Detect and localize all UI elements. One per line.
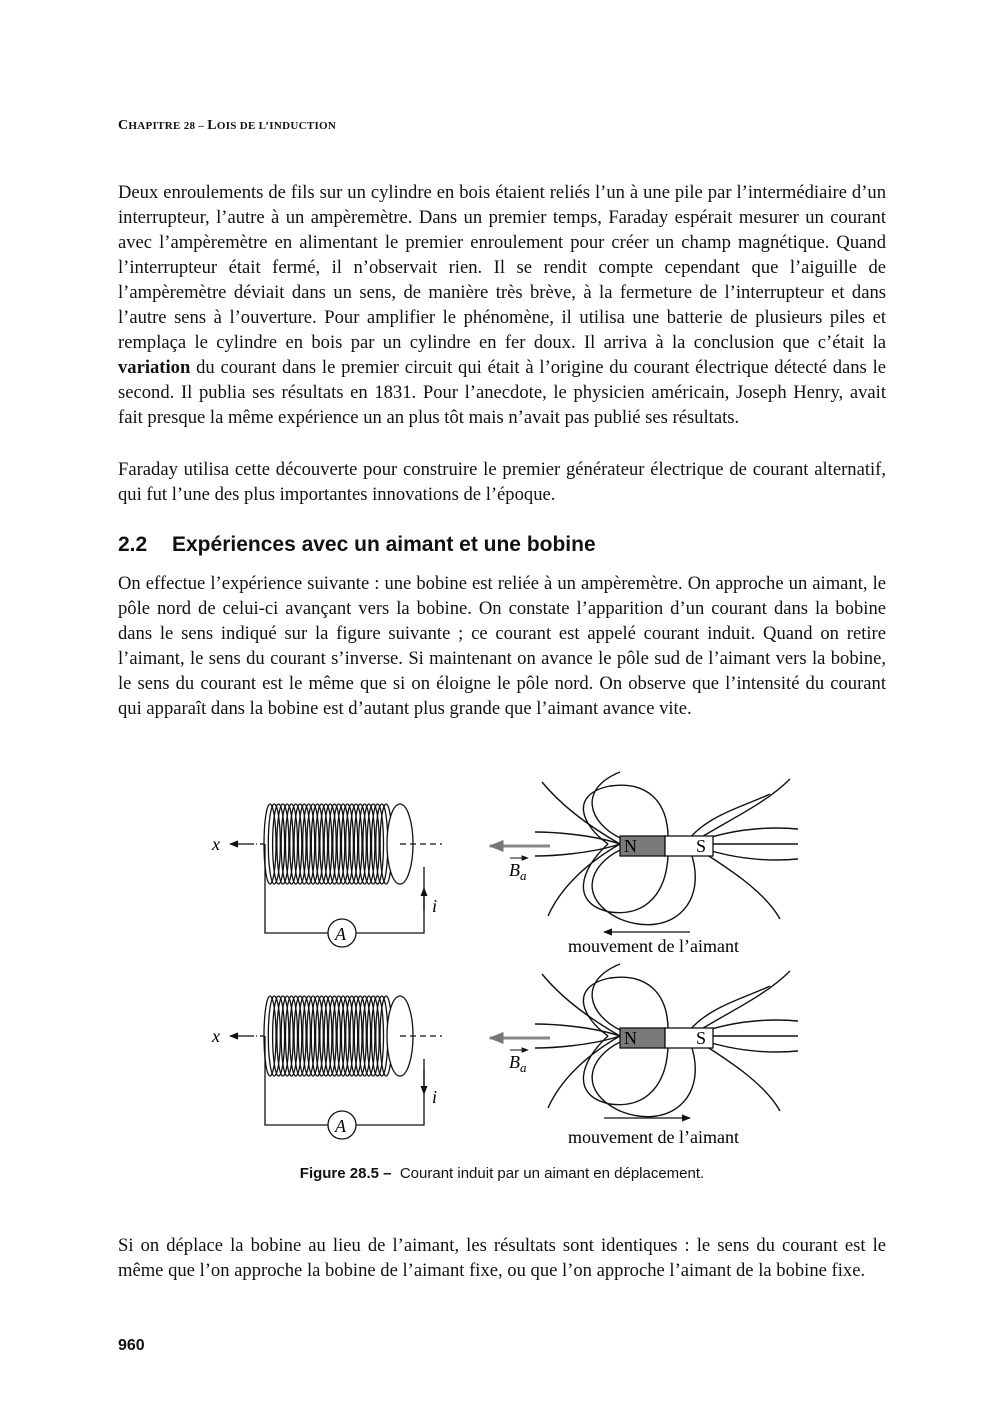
top-magnet-field bbox=[490, 772, 798, 932]
header-chapter-initial: C bbox=[118, 118, 129, 133]
ammeter-label-bottom: A bbox=[335, 1116, 346, 1136]
ammeter-label: A bbox=[335, 924, 346, 944]
header-chapter-rest: HAPITRE 28 – bbox=[128, 120, 208, 132]
north-pole-label-top: N bbox=[624, 836, 637, 856]
header-title-initial: L bbox=[207, 118, 217, 133]
current-label-i: i bbox=[432, 896, 438, 916]
south-pole-label-bottom: S bbox=[696, 1028, 707, 1048]
paragraph-moving-coil: Si on déplace la bobine au lieu de l’aimant, les résultats sont identiques : le sens du courant est le même que l’on approche la bobine de l’aimant fixe, ou que l’on approche l’aimant de la bobine fixe. bbox=[118, 1235, 886, 1281]
bottom-magnet-field bbox=[490, 964, 798, 1118]
axis-label-x-bottom: x bbox=[212, 1026, 220, 1046]
paragraph-text: Deux enroulements de fils sur un cylindre en bois étaient reliés l’un à une pile par l’intermédiaire d’un interrupteur, l’autre à un ampèremètre. Dans un premier temps, Faraday espérait mesurer un courant avec l’ampèremètre en alimentant le premier enroulement pour créer un champ magnétique. Quand l’interrupteur était fermé, il n’observait rien. Il se rendit compte cependant que l’aiguille de l’ampèremètre déviait dans un sens, de manière très brève, à la fermeture de l’interrupteur et dans l’autre sens à l’ouverture. Pour amplifier le phénomène, il utilisa une batterie de plusieurs piles et remplaça le cylindre en bois par un cylindre en fer doux. Il arriva à la conclusion que c’était la bbox=[118, 182, 886, 353]
header-title-rest: OIS DE L’INDUCTION bbox=[216, 120, 337, 132]
paragraph-generator: Faraday utilisa cette découverte pour construire le premier générateur électrique de courant alternatif, qui fut l’une des plus importantes innovations de l’époque. bbox=[118, 459, 886, 505]
field-label-bottom: $B_a$ bbox=[509, 1052, 527, 1075]
motion-label-top: mouvement de l’aimant bbox=[568, 936, 739, 956]
section-heading bbox=[118, 533, 596, 557]
emphasis-variation: variation bbox=[118, 357, 191, 378]
figure-induction bbox=[190, 770, 810, 1155]
paragraph-magnet-experiment: On effectue l’expérience suivante : une bobine est reliée à un ampèremètre. On approche un aimant, le pôle nord de celui-ci avançant vers la bobine. On constate l’apparition d’un courant dans la bobine dans le sens indiqué sur la figure suivante ; ce courant est appelé courant induit. Quand on retire l’aimant, le sens du courant s’inverse. Si maintenant on avance le pôle sud de l’aimant vers la bobine, le sens du courant est le même que si on éloigne le pôle nord. On observe que l’intensité du courant qui apparaît dans la bobine est d’autant plus grande que l’aimant avance vite. bbox=[118, 573, 886, 719]
paragraph-faraday-experiment bbox=[118, 180, 886, 430]
running-header bbox=[118, 118, 336, 134]
current-label-i-bottom: i bbox=[432, 1087, 438, 1107]
figure-caption bbox=[0, 1165, 1004, 1182]
motion-label-bottom: mouvement de l’aimant bbox=[568, 1127, 739, 1147]
caption-label: Figure 28.5 – bbox=[299, 1165, 392, 1182]
section-title: Expériences avec un aimant et une bobine bbox=[172, 533, 596, 556]
north-pole-label-bottom: N bbox=[624, 1028, 637, 1048]
caption-text: Courant induit par un aimant en déplacement. bbox=[399, 1165, 705, 1182]
paragraph-text: du courant dans le premier circuit qui était à l’origine du courant électrique détecté dans le second. Il publia ses résultats en 1831. Pour l’anecdote, le physicien américain, Joseph Henry, avait fait presque la même expérience un an plus tôt mais n’avait pas publié ses résultats. bbox=[118, 357, 886, 428]
page-number: 960 bbox=[118, 1337, 145, 1354]
section-number: 2.2 bbox=[118, 533, 148, 556]
field-label-top: $B_a$ bbox=[509, 860, 527, 883]
figure-diagram bbox=[190, 770, 810, 1155]
south-pole-label-top: S bbox=[696, 836, 707, 856]
axis-label-x: x bbox=[212, 834, 220, 854]
